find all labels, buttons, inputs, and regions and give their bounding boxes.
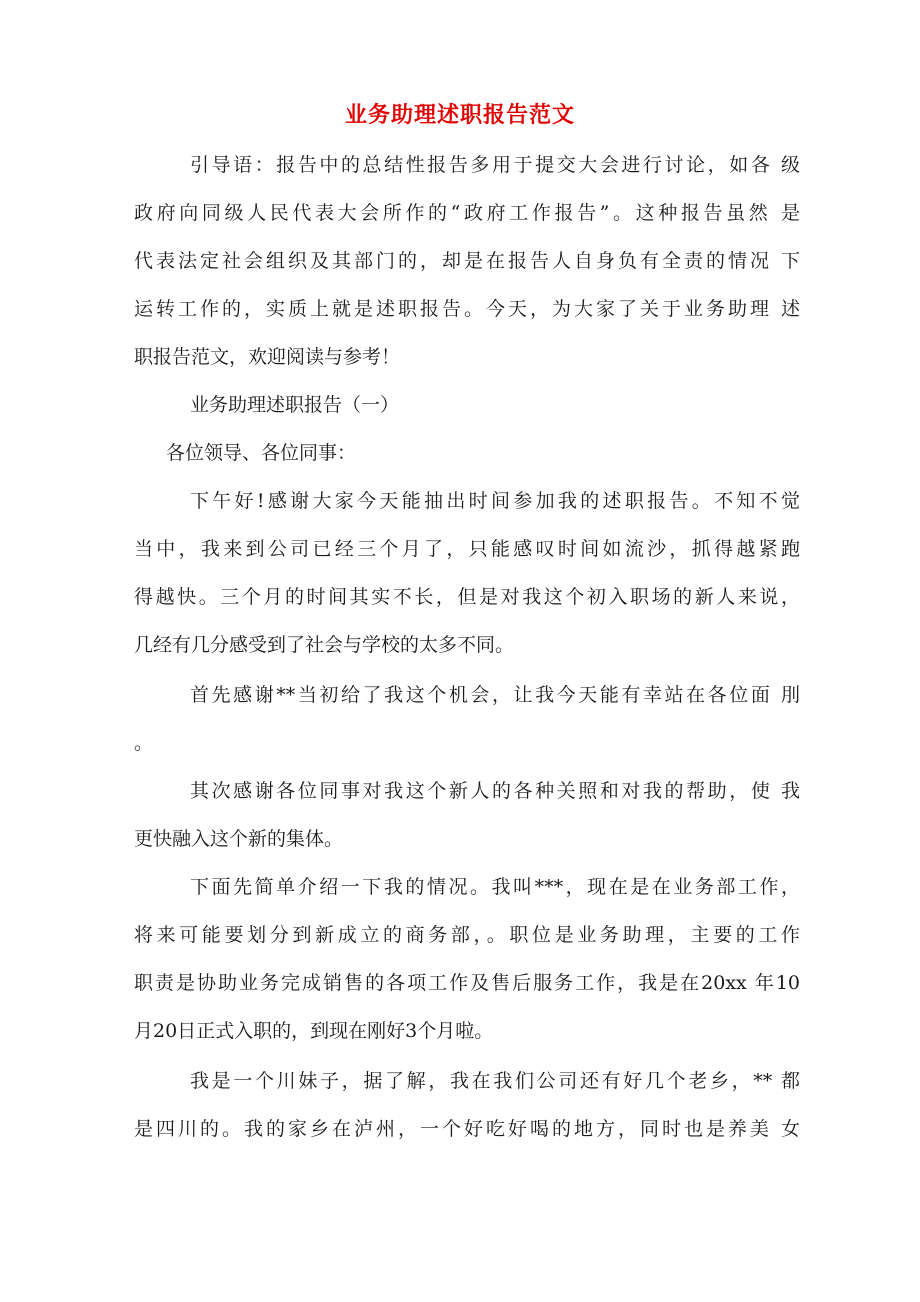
paragraph-line: 是四川的。我的家乡在泸州，一个好吃好喝的地方，同时也是养美 女 (134, 1118, 800, 1140)
paragraph-line: 运转工作的，实质上就是述职报告。今天，为大家了关于业务助理 述 (134, 298, 800, 320)
document-title: 业务助理述职报告范文 (344, 102, 575, 128)
paragraph-line: 首先感谢**当初给了我这个机会，让我今天能有幸站在各位面 刖 (190, 684, 800, 706)
paragraph-line: 得越快。三个月的时间其实不长，但是对我这个初入职场的新人来说， (134, 586, 800, 608)
paragraph-line: 下午好!感谢大家今天能抽出时间参加我的述职报告。不知不觉 (190, 490, 800, 512)
paragraph-line: 。 (134, 732, 154, 754)
paragraph-line: 其次感谢各位同事对我这个新人的各种关照和对我的帮助，使 我 (190, 780, 800, 802)
paragraph-line: 下面先简单介绍一下我的情况。我叫***，现在是在业务部工作， (190, 876, 800, 898)
section-heading: 业务助理述职报告（一） (190, 394, 400, 416)
paragraph-line: 更快融入这个新的集体。 (134, 828, 344, 850)
paragraph-line: 几经有几分感受到了社会与学校的太多不同。 (134, 634, 515, 656)
salutation: 各位领导、各位同事： (166, 442, 357, 464)
paragraph-line: 职报告范文，欢迎阅读与参考！ (134, 346, 401, 368)
paragraph-line: 月20日正式入职的，到现在刚好3个月啦。 (134, 1020, 494, 1042)
paragraph-line: 当中，我来到公司已经三个月了，只能感叹时间如流沙，抓得越紧跑 (134, 538, 800, 560)
paragraph-line: 政府向同级人民代表大会所作的“政府工作报告”。这种报告虽然 是 (134, 202, 800, 224)
paragraph-line: 职责是协助业务完成销售的各项工作及售后服务工作，我是在20xx 年10 (134, 972, 800, 994)
paragraph-line: 代表法定社会组织及其部门的，却是在报告人自身负有全责的情况 下 (134, 250, 800, 272)
paragraph-line: 将来可能要划分到新成立的商务部，。职位是业务助理，主要的工作 (134, 924, 800, 946)
paragraph-line: 我是一个川妹子，据了解，我在我们公司还有好几个老乡，** 都 (190, 1070, 800, 1092)
paragraph-line: 引导语：报告中的总结性报告多用于提交大会进行讨论，如各 级 (190, 154, 800, 176)
